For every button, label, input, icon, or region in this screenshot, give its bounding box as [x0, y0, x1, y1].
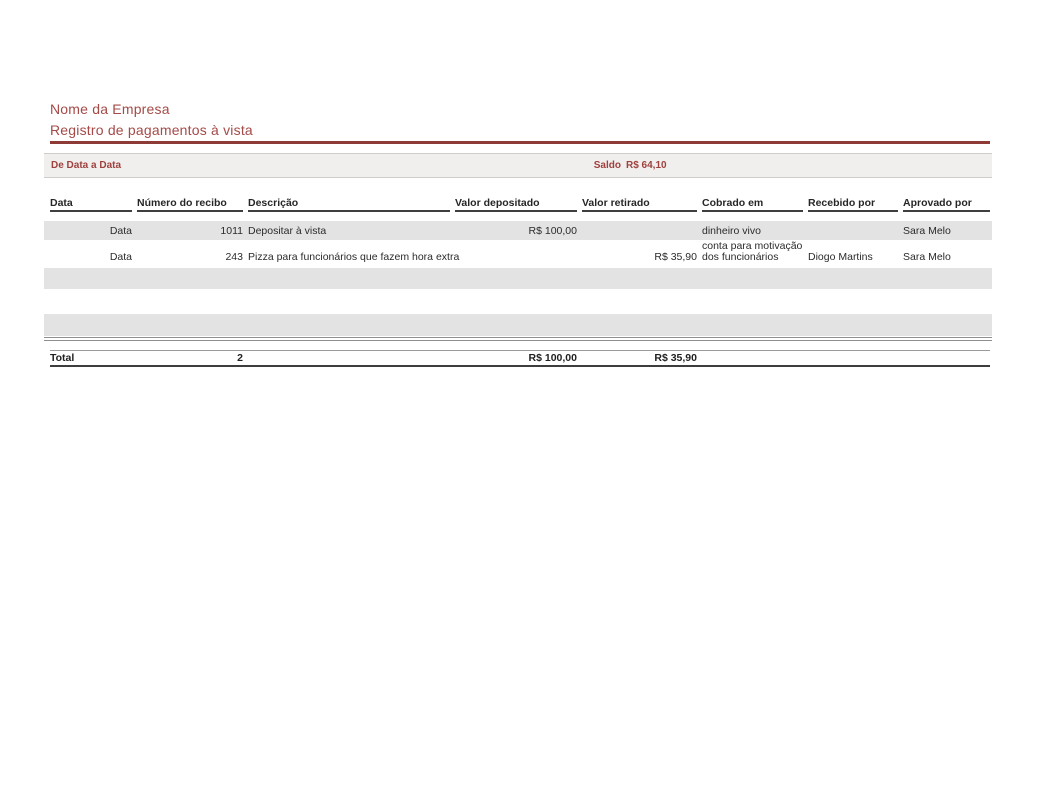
- total-receipt-count: 2: [237, 352, 243, 364]
- total-deposited: R$ 100,00: [528, 352, 577, 364]
- cell-date: Data: [109, 225, 132, 237]
- table-row: [0, 221, 1038, 240]
- empty-row-stripe: [44, 268, 992, 289]
- company-name: Nome da Empresa: [50, 101, 170, 117]
- column-header-charged-to: Cobrado em: [702, 196, 803, 212]
- date-range-label: De Data a Data: [51, 160, 122, 171]
- cell-approved-by: Sara Melo: [903, 251, 951, 263]
- cell-receipt-number: 1011: [220, 225, 243, 237]
- balance-label: Saldo: [593, 160, 621, 171]
- column-header-withdrawn: Valor retirado: [582, 196, 697, 212]
- balance-value: R$ 64,10: [626, 160, 667, 171]
- empty-row-stripe: [44, 314, 992, 336]
- column-header-received-by: Recebido por: [808, 196, 898, 212]
- column-header-data: Data: [50, 196, 132, 212]
- total-withdrawn: R$ 35,90: [654, 352, 697, 364]
- table-bottom-divider: [44, 337, 992, 341]
- column-header-receipt-number: Número do recibo: [137, 196, 243, 212]
- cell-received-by: Diogo Martins: [808, 251, 873, 263]
- cell-date: Data: [109, 251, 132, 263]
- cell-charged-to: dinheiro vivo: [702, 225, 761, 237]
- table-row: [0, 240, 1038, 266]
- cell-receipt-number: 243: [225, 251, 243, 263]
- cell-approved-by: Sara Melo: [903, 225, 951, 237]
- summary-bar: [44, 153, 992, 178]
- column-header-approved-by: Aprovado por: [903, 196, 990, 212]
- cell-description: Depositar à vista: [248, 225, 327, 237]
- column-header-description: Descrição: [248, 196, 450, 212]
- cell-deposited: R$ 100,00: [528, 225, 577, 237]
- total-row: [50, 350, 990, 367]
- cell-charged-to: conta para motivação dos funcionários: [702, 240, 803, 263]
- cell-withdrawn: R$ 35,90: [654, 251, 697, 263]
- title-divider: [50, 141, 990, 144]
- total-label: Total: [50, 352, 75, 364]
- table-header-row: [0, 196, 1038, 213]
- column-header-deposited: Valor depositado: [455, 196, 577, 212]
- cell-description: Pizza para funcionários que fazem hora extra: [248, 251, 460, 263]
- page-title: Registro de pagamentos à vista: [50, 122, 253, 138]
